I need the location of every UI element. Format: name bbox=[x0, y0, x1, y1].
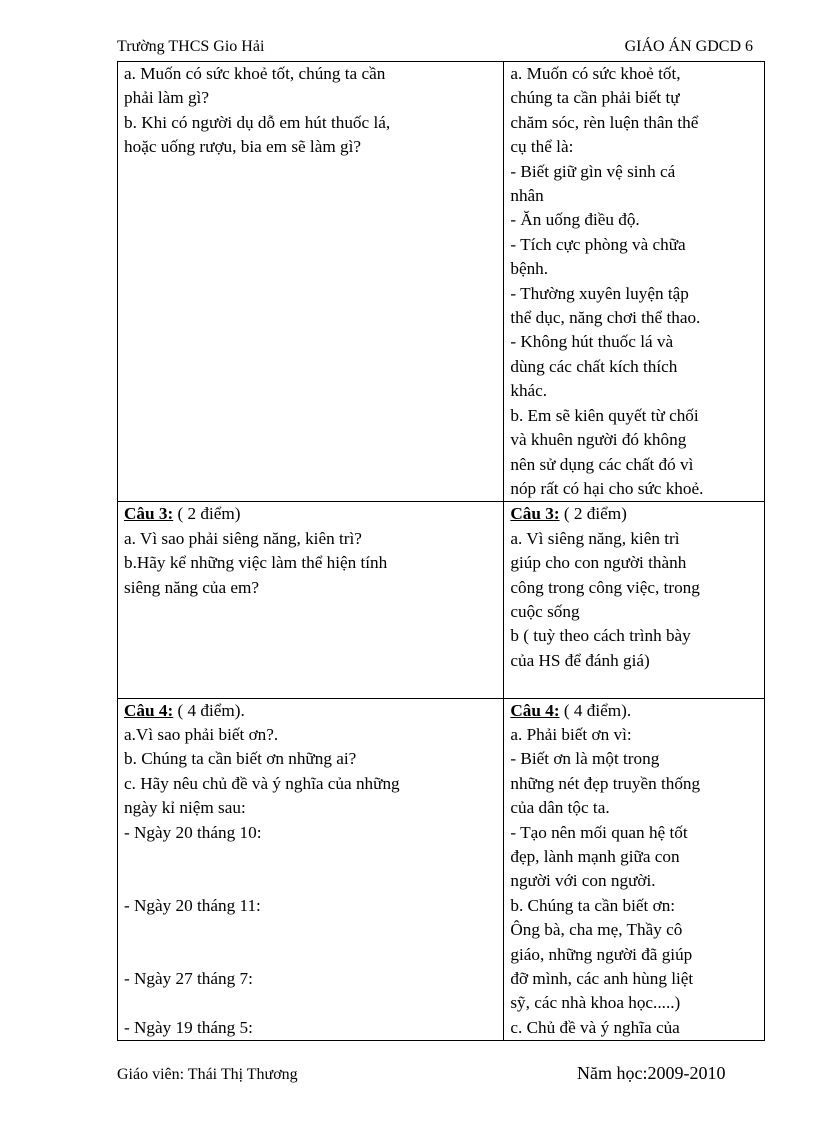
question-line bbox=[124, 624, 501, 648]
question-line: ngày kỉ niệm sau: bbox=[124, 798, 246, 818]
question-line: b. Chúng ta cần biết ơn những ai? bbox=[124, 749, 357, 769]
question-line bbox=[124, 233, 501, 257]
question-line bbox=[124, 943, 501, 967]
question-line: a. Muốn có sức khoẻ tốt, chúng ta cần bbox=[124, 64, 386, 83]
answer-line: dùng các chất kích thích bbox=[510, 356, 678, 376]
question-line bbox=[124, 428, 501, 452]
question-line: - Ngày 20 tháng 10: bbox=[124, 822, 262, 842]
answer-line: của dân tộc ta. bbox=[510, 798, 610, 818]
document-title: GIÁO ÁN GDCD 6 bbox=[624, 38, 753, 55]
heading-label: Câu 3: bbox=[124, 504, 174, 524]
answer-line: b. Chúng ta cần biết ơn: bbox=[510, 895, 676, 915]
answer-line: nhân bbox=[510, 186, 544, 206]
question-line bbox=[124, 869, 501, 893]
page-header bbox=[117, 38, 765, 60]
answer-line: công trong công việc, trong bbox=[510, 577, 700, 597]
section-row bbox=[118, 502, 765, 698]
answer-line: b. Em sẽ kiên quyết từ chối bbox=[510, 405, 699, 425]
answer-line: c. Chủ đề và ý nghĩa của bbox=[510, 1017, 680, 1037]
question-line: hoặc uống rượu, bia em sẽ làm gì? bbox=[124, 137, 361, 157]
answer-line: - Tạo nên mối quan hệ tốt bbox=[510, 822, 688, 842]
school-year: Năm học:2009-2010 bbox=[577, 1063, 726, 1083]
question-line: b. Khi có người dụ dỗ em hút thuốc lá, bbox=[124, 112, 391, 132]
question-line bbox=[124, 306, 501, 330]
question-line bbox=[124, 600, 501, 624]
answer-line: a. Vì siêng năng, kiên trì bbox=[510, 528, 680, 548]
question-line bbox=[124, 330, 501, 354]
answer-line: nóp rất có hại cho sức khoẻ. bbox=[510, 478, 704, 498]
answer-line: giúp cho con người thành bbox=[510, 553, 687, 573]
heading-points: ( 2 điểm) bbox=[559, 504, 627, 524]
answer-line: đẹp, lành mạnh giữa con bbox=[510, 847, 680, 866]
question-line: - Ngày 27 tháng 7: bbox=[124, 969, 253, 989]
heading-points: ( 2 điểm) bbox=[173, 504, 241, 524]
question-line: a.Vì sao phải biết ơn?. bbox=[124, 724, 279, 744]
question-heading bbox=[124, 502, 501, 526]
answer-line: - Biết giữ gìn vệ sinh cá bbox=[510, 161, 676, 181]
question-line bbox=[124, 282, 501, 306]
qa-table bbox=[117, 61, 765, 1041]
answer-line: - Thường xuyên luyện tập bbox=[510, 283, 689, 303]
question-line bbox=[124, 845, 501, 869]
question-line: b.Hãy kể những việc làm thể hiện tính bbox=[124, 553, 388, 573]
question-line: c. Hãy nêu chủ đề và ý nghĩa của những bbox=[124, 773, 400, 793]
heading-points: ( 4 điểm). bbox=[173, 700, 245, 720]
answer-line: - Biết ơn là một trong bbox=[510, 749, 660, 769]
answer-heading bbox=[510, 699, 762, 723]
question-line bbox=[124, 160, 501, 184]
question-line bbox=[124, 257, 501, 281]
answer-line: giáo, những người đã giúp bbox=[510, 944, 693, 964]
page-footer bbox=[117, 1063, 765, 1088]
heading-label: Câu 3: bbox=[510, 504, 560, 524]
question-line bbox=[124, 404, 501, 428]
question-line bbox=[124, 184, 501, 208]
answer-line: người với con người. bbox=[510, 871, 656, 891]
answer-cell bbox=[504, 62, 765, 502]
answer-line: nên sử dụng các chất đó vì bbox=[510, 454, 694, 474]
question-cell bbox=[118, 698, 504, 1041]
question-line bbox=[124, 355, 501, 379]
answer-line: và khuên người đó không bbox=[510, 430, 687, 450]
section-row bbox=[118, 62, 765, 502]
question-line bbox=[124, 208, 501, 232]
question-line: - Ngày 20 tháng 11: bbox=[124, 895, 261, 915]
answer-line: những nét đẹp truyền thống bbox=[510, 773, 701, 793]
question-cell bbox=[118, 62, 504, 502]
answer-line: - Tích cực phòng và chữa bbox=[510, 234, 686, 254]
question-cell bbox=[118, 502, 504, 698]
question-line bbox=[124, 991, 501, 1015]
teacher-name: Giáo viên: Thái Thị Thương bbox=[117, 1066, 298, 1083]
answer-line: thể dục, năng chơi thể thao. bbox=[510, 308, 701, 328]
answer-line: - Ăn uống điều độ. bbox=[510, 210, 640, 230]
answer-line: a. Muốn có sức khoẻ tốt, bbox=[510, 64, 681, 83]
question-line: a. Vì sao phải siêng năng, kiên trì? bbox=[124, 528, 362, 548]
question-heading bbox=[124, 699, 501, 723]
question-line bbox=[124, 649, 501, 673]
answer-line: b ( tuỳ theo cách trình bày bbox=[510, 626, 691, 646]
answer-line: sỹ, các nhà khoa học.....) bbox=[510, 993, 681, 1013]
question-line: siêng năng của em? bbox=[124, 577, 260, 597]
school-name: Trường THCS Gio Hải bbox=[117, 38, 265, 55]
answer-line: - Không hút thuốc lá và bbox=[510, 332, 674, 352]
answer-line: Ông bà, cha mẹ, Thầy cô bbox=[510, 920, 683, 940]
heading-points: ( 4 điểm). bbox=[559, 700, 632, 720]
answer-line: của HS để đánh giá) bbox=[510, 650, 650, 670]
answer-line: chăm sóc, rèn luện thân thể bbox=[510, 112, 699, 132]
heading-label: Câu 4: bbox=[124, 700, 174, 720]
answer-line: cuộc sống bbox=[510, 601, 580, 621]
answer-line: chúng ta cần phải biết tự bbox=[510, 88, 680, 108]
question-line bbox=[124, 918, 501, 942]
section-row bbox=[118, 698, 765, 1041]
answer-line: cụ thể là: bbox=[510, 137, 574, 157]
answer-line: bệnh. bbox=[510, 259, 549, 279]
answer-line: a. Phải biết ơn vì: bbox=[510, 724, 632, 744]
answer-line: đỡ mình, các anh hùng liệt bbox=[510, 969, 694, 989]
answer-cell bbox=[504, 698, 765, 1041]
question-line bbox=[124, 379, 501, 403]
question-line: phải làm gì? bbox=[124, 88, 209, 108]
answer-cell bbox=[504, 502, 765, 698]
answer-line: khác. bbox=[510, 381, 548, 401]
question-line: - Ngày 19 tháng 5: bbox=[124, 1017, 253, 1037]
heading-label: Câu 4: bbox=[510, 700, 560, 720]
answer-heading bbox=[510, 502, 762, 526]
question-line bbox=[124, 673, 501, 697]
